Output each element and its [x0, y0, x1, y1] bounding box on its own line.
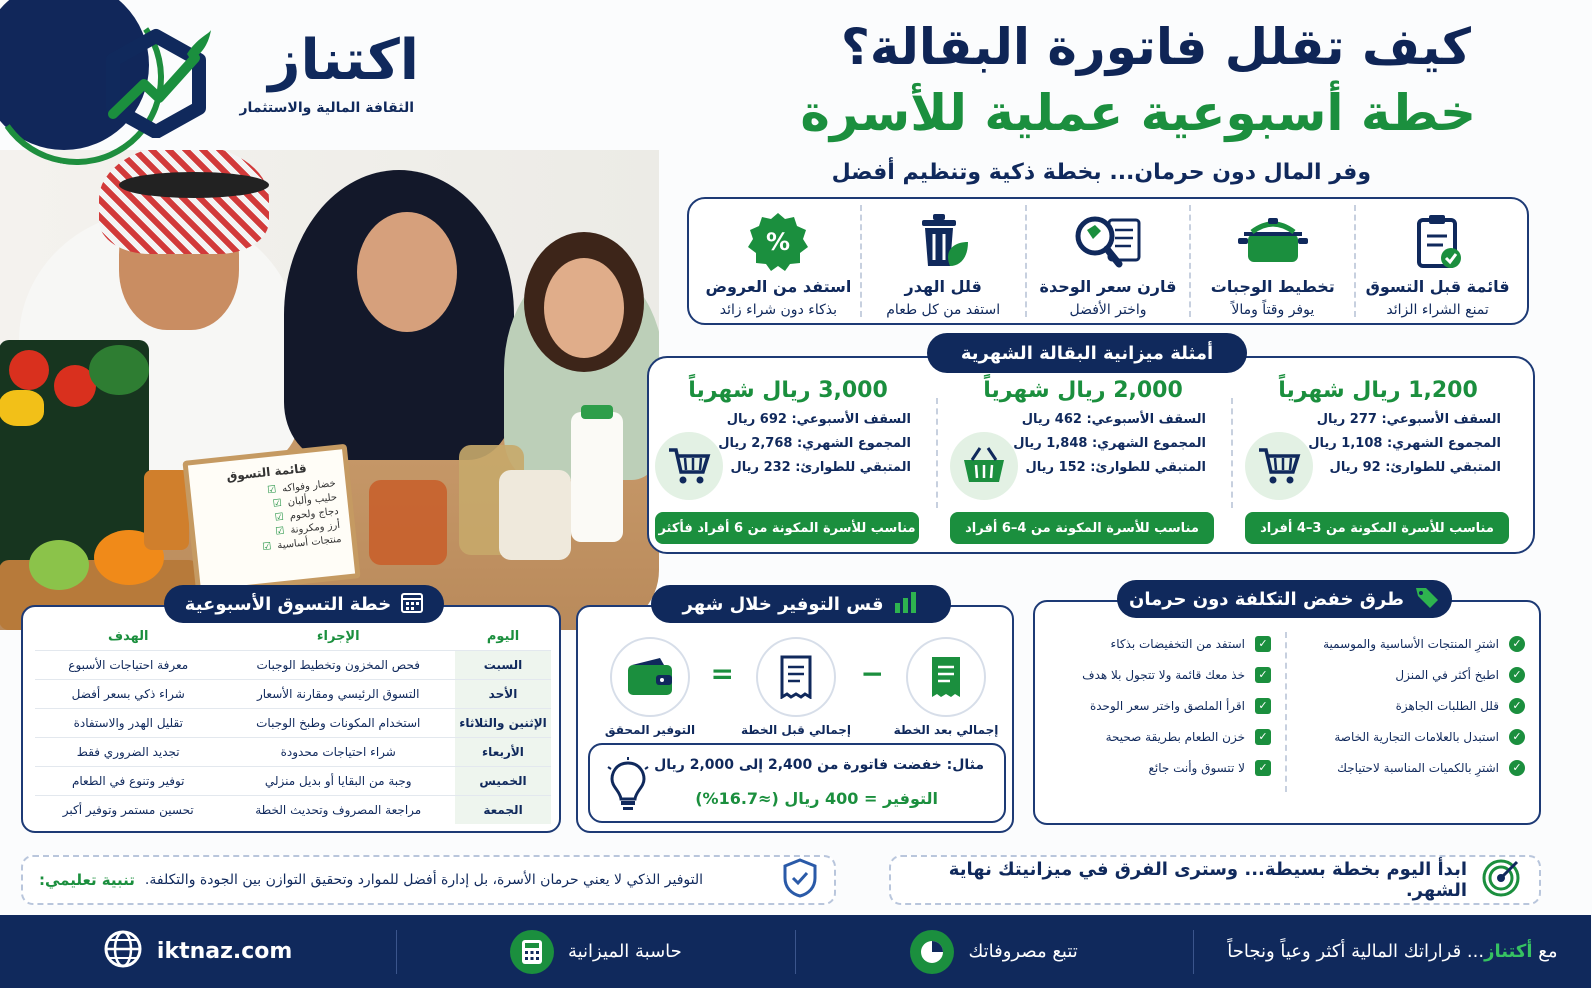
- clipboard-check-icon: [1414, 212, 1464, 270]
- equals-sign: =: [711, 657, 735, 690]
- table-row: السبت فحص المخزون وتخطيط الوجبات معرفة احتياجات الأسبوع: [36, 651, 552, 680]
- column-header: اليوم: [487, 629, 521, 644]
- shopping-list-item: دجاج ولحوم ☑: [275, 505, 341, 524]
- weekly-plan-panel: [22, 605, 562, 833]
- tip-unit-price: [1026, 205, 1191, 317]
- example-text: مثال: خفضت فاتورة من 2,400 إلى 2,000 ريال: [655, 757, 985, 773]
- list-item: ✓ استفد من التخفيضات بذكاء: [1042, 628, 1272, 659]
- column-header: الهدف: [108, 629, 150, 644]
- brand-name: اكتناز: [269, 28, 420, 93]
- shopping-list-item: خضار وفواكه ☑: [267, 478, 338, 497]
- cart-icon: [656, 432, 724, 500]
- tip-desc: يوفر وقتاً ومالاً: [1232, 302, 1316, 318]
- budget-fit-badge: مناسب للأسرة المكونة من 6 أفراد فأكثر: [656, 512, 920, 544]
- shopping-list-item: منتجات أساسية ☑: [262, 533, 344, 554]
- budget-weekly: السقف الأسبوعي: 277 ريال: [1317, 412, 1502, 427]
- brand-logo-icon: [100, 28, 215, 138]
- receipt-after-icon: [907, 637, 987, 717]
- tip-title: قائمة قبل التسوق: [1366, 277, 1511, 296]
- footer-track-expenses[interactable]: [796, 930, 1194, 974]
- tip-shopping-list: [1355, 205, 1520, 317]
- tip-title: قارن سعر الوحدة: [1040, 277, 1178, 296]
- budget-amount: 2,000 ريال شهرياً: [984, 378, 1184, 403]
- svg-text:%: %: [767, 228, 792, 256]
- basket-icon: [951, 432, 1019, 500]
- budget-remaining: المتبقي للطوارئ: 232 ريال: [731, 460, 912, 475]
- trash-leaf-icon: [917, 212, 971, 270]
- savings-example: [589, 743, 1007, 823]
- budget-weekly: السقف الأسبوعي: 692 ريال: [727, 412, 912, 427]
- budget-fit-badge: مناسب للأسرة المكونة من 4–6 أفراد: [951, 512, 1215, 544]
- budget-monthly: المجموع الشهري: 1,848 ريال: [1014, 436, 1207, 451]
- shopping-list-card: [183, 444, 361, 596]
- tip-title: قلل الهدر: [905, 277, 983, 296]
- list-item: ✓ اشترِ بالكميات المناسبة لاحتياجك: [1296, 752, 1526, 783]
- label-after: إجمالي بعد الخطة: [894, 723, 1000, 737]
- cart-icon: [1246, 432, 1314, 500]
- tips-bar: [688, 197, 1530, 325]
- shopping-list-item: حليب وألبان ☑: [273, 492, 339, 510]
- table-row: الإثنين والثلاثاء استخدام المكونات وطبخ الوجبات تقليل الهدر والاستفادة: [36, 709, 552, 738]
- list-item: ✓ اشترِ المنتجات الأساسية والموسمية: [1296, 628, 1526, 659]
- shopping-list-title: قائمة التسوق: [226, 461, 309, 484]
- shopping-list-item: أرز ومكرونة ☑: [275, 519, 342, 538]
- budget-card-1200: [1234, 372, 1524, 550]
- budget-weekly: السقف الأسبوعي: 462 ريال: [1022, 412, 1207, 427]
- savings-panel: [577, 605, 1015, 833]
- tip-desc: استفد من كل طعام: [887, 302, 1002, 318]
- budget-remaining: المتبقي للطوارئ: 152 ريال: [1026, 460, 1207, 475]
- page-title-secondary: خطة أسبوعية عملية للأسرة: [801, 84, 1477, 142]
- shield-icon: [783, 858, 819, 902]
- cost-cut-list-right: [1296, 628, 1526, 783]
- budget-section-title: أمثلة ميزانية البقالة الشهرية: [928, 333, 1248, 373]
- calendar-icon: [402, 591, 424, 618]
- tip-desc: واختر الأفضل: [1070, 302, 1148, 318]
- table-row: الأحد التسوق الرئيسي ومقارنة الأسعار شراء ذكي بسعر أفضل: [36, 680, 552, 709]
- tip-meal-planning: [1190, 205, 1355, 317]
- globe-icon: [104, 929, 144, 974]
- list-item: ✓ اطبخ أكثر في المنزل: [1296, 659, 1526, 690]
- label-achieved: التوفير المحقق: [605, 723, 697, 737]
- cost-cut-panel: [1034, 600, 1542, 825]
- list-item: ✓ قلل الطلبات الجاهزة: [1296, 690, 1526, 721]
- budget-amount: 1,200 ريال شهرياً: [1279, 378, 1479, 403]
- weekly-plan-table: [36, 625, 552, 824]
- list-item: ✓ لا تتسوق وأنت جائع: [1042, 752, 1272, 783]
- list-item: ✓ اقرأ الملصق واختر سعر الوحدة: [1042, 690, 1272, 721]
- budget-monthly: المجموع الشهري: 2,768 ريال: [719, 436, 912, 451]
- footer-track-label: تتبع مصروفاتك: [969, 941, 1079, 962]
- footer-bar: [0, 915, 1592, 988]
- educational-note-label: تنبية تعليمي:: [40, 871, 136, 889]
- footer-website-link[interactable]: [0, 930, 397, 974]
- budget-card-3000: [644, 372, 934, 550]
- budget-amount: 3,000 ريال شهرياً: [689, 378, 889, 403]
- savings-title: قس التوفير خلال شهر: [652, 585, 952, 623]
- tip-reduce-waste: [861, 205, 1026, 317]
- list-item: ✓ خذ معك قائمة ولا تتجول بلا هدف: [1042, 659, 1272, 690]
- divider: [1286, 632, 1288, 792]
- weekly-plan-title: خطة التسوق الأسبوعية: [165, 585, 445, 623]
- tag-icon: [1415, 586, 1441, 613]
- table-row: الأربعاء شراء احتياجات محدودة تجديد الضروري فقط: [36, 738, 552, 767]
- magnifier-price-icon: [1072, 212, 1146, 270]
- budget-fit-badge: مناسب للأسرة المكونة من 3–4 أفراد: [1246, 512, 1510, 544]
- footer-calculator-label: حاسبة الميزانية: [568, 941, 683, 962]
- cost-cut-list-left: [1042, 628, 1272, 783]
- target-icon: [1482, 858, 1522, 902]
- tip-title: تخطيط الوجبات: [1211, 277, 1336, 296]
- educational-note: [22, 855, 837, 905]
- label-before: إجمالي قبل الخطة: [741, 723, 852, 737]
- pie-chart-icon: [911, 930, 955, 974]
- cooking-pot-icon: [1239, 214, 1309, 268]
- percent-badge-icon: [749, 211, 809, 271]
- tip-title: استفد من العروض: [706, 277, 853, 296]
- budget-examples-panel: [648, 356, 1536, 554]
- cta-text: ابدأ اليوم بخطة بسيطة... وسترى الفرق في ميزانيتك نهاية الشهر.: [949, 859, 1468, 901]
- budget-monthly: المجموع الشهري: 1,108 ريال: [1309, 436, 1502, 451]
- educational-note-text: التوفير الذكي لا يعني حرمان الأسرة، بل إدارة أفضل للموارد وتحقيق التوازن بين الجودة والتكلفة.: [145, 872, 705, 888]
- cost-cut-title: طرق خفض التكلفة دون حرمان: [1118, 580, 1453, 618]
- table-row: الجمعة مراجعة المصروف وتحديث الخطة تحسين مستمر وتوفير أكبر: [36, 796, 552, 825]
- page-title: كيف تقلل فاتورة البقالة؟: [841, 18, 1472, 76]
- page-subtitle: وفر المال دون حرمان... بخطة ذكية وتنظيم أفضل: [832, 160, 1372, 185]
- cta-note: [890, 855, 1542, 905]
- divider: [1232, 398, 1234, 508]
- tip-desc: بذكاء دون شراء زائد: [720, 302, 839, 318]
- column-header: الإجراء: [317, 629, 361, 644]
- calculator-icon: [511, 930, 555, 974]
- bar-chart-icon: [894, 591, 920, 618]
- budget-card-2000: [939, 372, 1229, 550]
- lightbulb-icon: [607, 757, 651, 811]
- tip-offers: [698, 205, 861, 317]
- wallet-icon: [611, 637, 691, 717]
- minus-sign: −: [861, 657, 885, 690]
- budget-remaining: المتبقي للطوارئ: 92 ريال: [1330, 460, 1502, 475]
- receipt-before-icon: [757, 637, 837, 717]
- list-item: ✓ خزن الطعام بطريقة صحيحة: [1042, 721, 1272, 752]
- tip-desc: تمنع الشراء الزائد: [1387, 302, 1490, 318]
- list-item: ✓ استبدل بالعلامات التجارية الخاصة: [1296, 721, 1526, 752]
- table-row: الخميس وجبة من البقايا أو بديل منزلي توفير وتنوع في الطعام: [36, 767, 552, 796]
- footer-slogan: مع أكتناز... قراراتك المالية أكثر وعياً ونجاحاً: [1194, 930, 1592, 974]
- divider: [937, 398, 939, 508]
- footer-budget-calculator[interactable]: [397, 930, 795, 974]
- website-url: iktnaz.com: [157, 939, 294, 964]
- brand-tagline: الثقافة المالية والاستثمار: [240, 100, 415, 116]
- example-result: التوفير = 400 ريال (≈16.7%): [696, 789, 939, 808]
